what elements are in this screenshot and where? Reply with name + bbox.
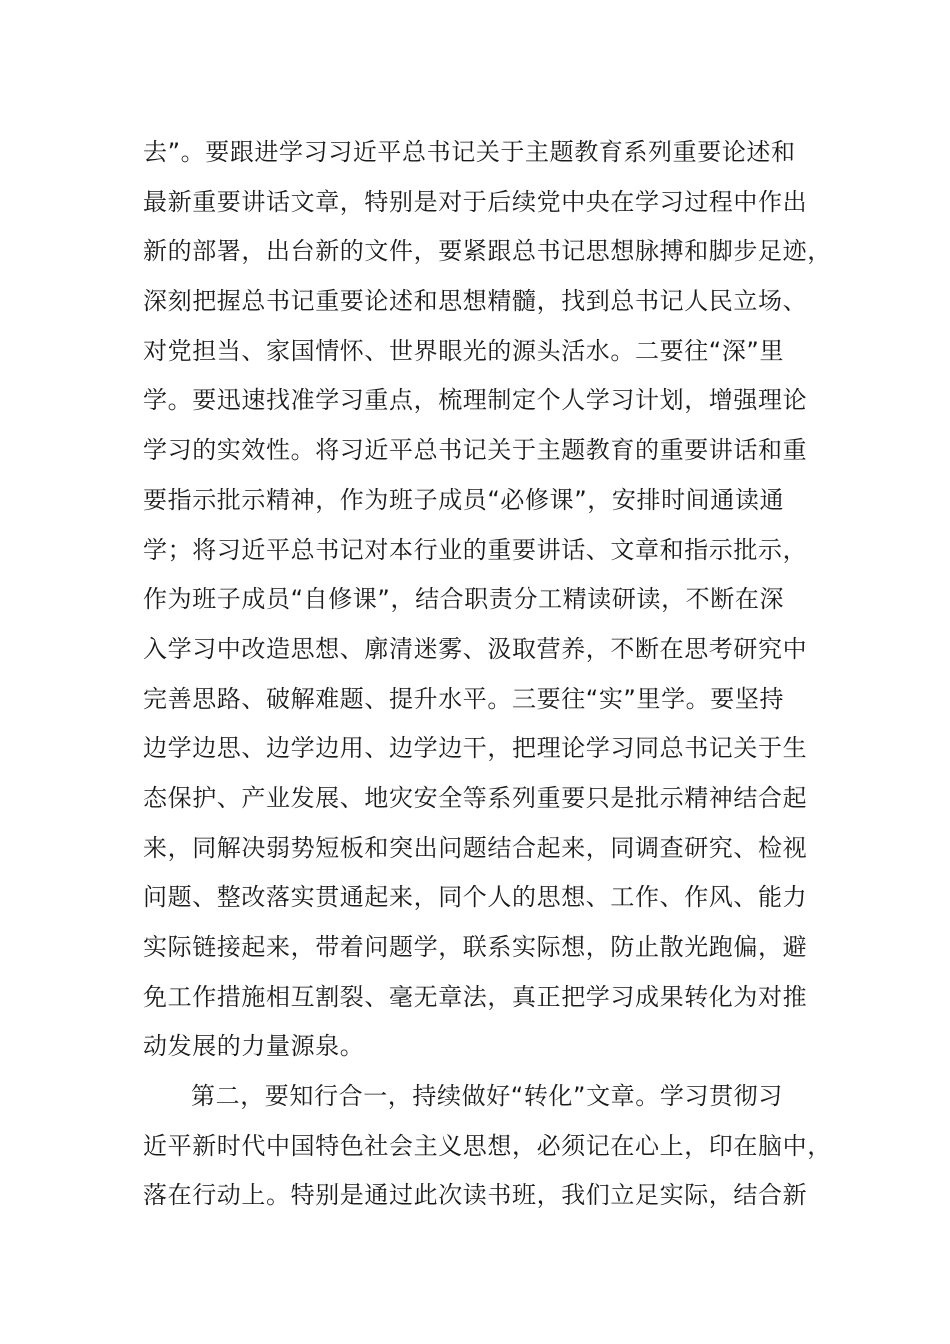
text-line: 入学习中改造思想、廓清迷雾、汲取营养，不断在思考研究中 <box>143 634 808 663</box>
paragraph-start-line: 第二，要知行合一，持续做好“转化”文章。学习贯彻习 <box>191 1082 783 1111</box>
text-line: 免工作措施相互割裂、毫无章法，真正把学习成果转化为对推 <box>143 982 808 1011</box>
text-line: 动发展的力量源泉。 <box>143 1032 365 1061</box>
text-line: 作为班子成员“自修课”，结合职责分工精读研读，不断在深 <box>143 585 785 614</box>
text-line: 落在行动上。特别是通过此次读书班，我们立足实际，结合新 <box>143 1181 808 1210</box>
text-line: 学；将习近平总书记对本行业的重要讲话、文章和指示批示， <box>143 535 808 564</box>
text-line: 最新重要讲话文章，特别是对于后续党中央在学习过程中作出 <box>143 187 808 216</box>
text-line: 问题、整改落实贯通起来，同个人的思想、工作、作风、能力 <box>143 883 808 912</box>
text-line: 学。要迅速找准学习重点，梳理制定个人学习计划，增强理论 <box>143 386 808 415</box>
text-line: 深刻把握总书记重要论述和思想精髓，找到总书记人民立场、 <box>143 287 808 316</box>
text-line: 去”。要跟进学习习近平总书记关于主题教育系列重要论述和 <box>143 138 796 166</box>
text-line: 态保护、产业发展、地灾安全等系列重要只是批示精神结合起 <box>143 783 808 812</box>
text-line: 对党担当、家国情怀、世界眼光的源头活水。二要往“深”里 <box>143 336 785 365</box>
text-line: 边学边思、边学边用、边学边干，把理论学习同总书记关于生 <box>143 734 808 763</box>
text-line: 要指示批示精神，作为班子成员“必修课”，安排时间通读通 <box>143 485 785 514</box>
body-text <box>143 128 832 1221</box>
text-line: 近平新时代中国特色社会主义思想，必须记在心上，印在脑中， <box>143 1131 832 1160</box>
text-line: 实际链接起来，带着问题学，联系实际想，防止散光跑偏，避 <box>143 933 808 961</box>
text-line: 完善思路、破解难题、提升水平。三要往“实”里学。要坚持 <box>143 684 785 713</box>
text-line: 来，同解决弱势短板和突出问题结合起来，同调查研究、检视 <box>143 833 808 862</box>
text-line: 新的部署，出台新的文件，要紧跟总书记思想脉搏和脚步足迹， <box>143 237 832 266</box>
text-line: 学习的实效性。将习近平总书记关于主题教育的重要讲话和重 <box>143 436 808 465</box>
